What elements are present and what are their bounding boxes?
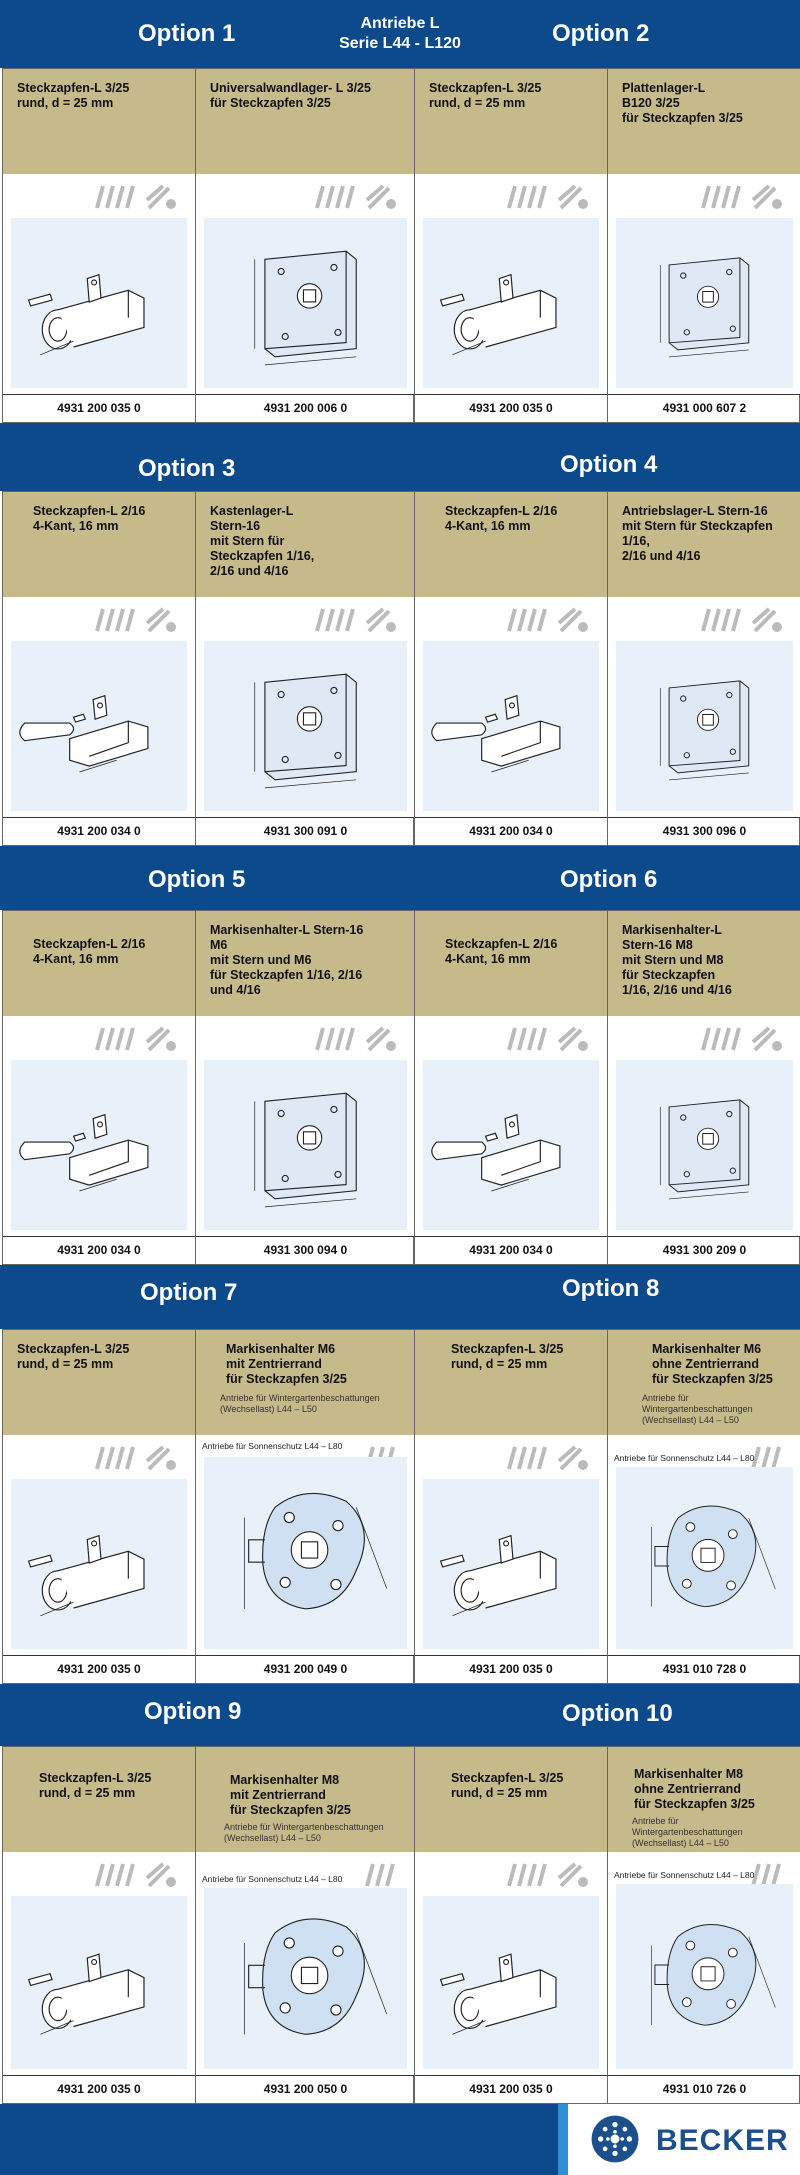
option-band-9-10 <box>0 1684 800 1746</box>
option-2-bearing-cell <box>607 69 800 422</box>
bearing-drawing <box>204 641 407 811</box>
option-7-pin-cell <box>3 1330 195 1683</box>
bearing-drawing <box>204 1060 407 1230</box>
option-9-inner-label: Antriebe für Sonnenschutz L44 – L80 <box>202 1874 343 1884</box>
series-title-line1: Antriebe L <box>360 15 440 32</box>
shaft-icons <box>503 1024 593 1054</box>
brand-name: BECKER <box>656 2124 789 2157</box>
option-4-bearing-cell <box>607 492 800 845</box>
option-band-1-2 <box>0 0 800 68</box>
option-8-bracket-header <box>608 1330 800 1435</box>
option-10-bracket-part: 4931 010 726 0 <box>608 2075 800 2103</box>
option-2-panel <box>414 68 800 423</box>
option-7-bracket-note: Antriebe für Wintergartenbeschattungen (Wechsellast) L44 – L50 <box>220 1393 380 1414</box>
pin-drawing <box>423 1896 599 2069</box>
option-1-panel <box>2 68 414 423</box>
option-10-panel <box>414 1746 800 2104</box>
pin-drawing <box>11 1896 187 2069</box>
option-9-label: Option 9 <box>144 1698 242 1725</box>
option-6-pin-cell <box>415 911 607 1264</box>
option-6-label: Option 6 <box>560 866 658 893</box>
option-10-pin-cell <box>415 1747 607 2103</box>
option-3-label: Option 3 <box>138 455 236 482</box>
shaft-icons <box>361 1860 401 1890</box>
bearing-drawing <box>204 218 407 388</box>
option-3-pin-part: 4931 200 034 0 <box>3 817 195 845</box>
option-9-pin-part: 4931 200 035 0 <box>3 2075 195 2103</box>
option-row-3-4 <box>0 491 800 846</box>
option-6-bearing-cell <box>607 911 800 1264</box>
option-8-pin-cell <box>415 1330 607 1683</box>
option-5-bearing-title: Markisenhalter-L Stern-16 M6 mit Stern und M6 für Steckzapfen 1/16, 2/16 und 4/16 <box>196 911 415 1016</box>
option-9-pin-cell <box>3 1747 195 2103</box>
option-5-bearing-cell <box>195 911 415 1264</box>
option-7-pin-title: Steckzapfen-L 3/25 rund, d = 25 mm <box>3 1330 195 1435</box>
option-band-5-6 <box>0 846 800 910</box>
option-2-label: Option 2 <box>552 20 650 47</box>
option-7-pin-part: 4931 200 035 0 <box>3 1655 195 1683</box>
option-7-panel <box>2 1329 414 1684</box>
option-3-pin-cell <box>3 492 195 845</box>
option-band-3-4 <box>0 423 800 491</box>
option-7-inner-label: Antriebe für Sonnenschutz L44 – L80 <box>202 1441 343 1451</box>
option-4-pin-part: 4931 200 034 0 <box>415 817 607 845</box>
option-band-7-8 <box>0 1265 800 1329</box>
option-6-pin-title: Steckzapfen-L 2/16 4-Kant, 16 mm <box>415 911 607 1016</box>
option-3-bearing-title: Kastenlager-L Stern-16 mit Stern für Steckzapfen 1/16, 2/16 und 4/16 <box>196 492 415 597</box>
option-4-panel <box>414 491 800 846</box>
option-2-pin-part: 4931 200 035 0 <box>415 394 607 422</box>
shaft-icons <box>503 182 593 212</box>
option-1-label: Option 1 <box>138 20 236 47</box>
shaft-icons <box>311 182 401 212</box>
option-6-pin-part: 4931 200 034 0 <box>415 1236 607 1264</box>
shaft-icons <box>311 605 401 635</box>
option-3-bearing-part: 4931 300 091 0 <box>196 817 415 845</box>
option-7-label: Option 7 <box>140 1279 238 1306</box>
bracket-drawing <box>204 1457 407 1649</box>
option-9-bracket-title: Markisenhalter M8 mit Zentrierrand für Steckzapfen 3/25 <box>230 1773 351 1817</box>
option-3-pin-title: Steckzapfen-L 2/16 4-Kant, 16 mm <box>3 492 195 597</box>
option-6-bearing-part: 4931 300 209 0 <box>608 1236 800 1264</box>
option-8-bracket-note: Antriebe für Wintergartenbeschattungen (Wechsellast) L44 – L50 <box>642 1393 753 1425</box>
option-2-pin-cell <box>415 69 607 422</box>
option-9-bracket-cell <box>195 1747 415 2103</box>
option-9-bracket-header <box>196 1747 415 1852</box>
option-5-bearing-part: 4931 300 094 0 <box>196 1236 415 1264</box>
pin-drawing <box>423 218 599 388</box>
option-9-panel <box>2 1746 414 2104</box>
pin-drawing <box>11 641 187 811</box>
shaft-icons <box>503 605 593 635</box>
option-6-panel <box>414 910 800 1265</box>
option-9-bracket-part: 4931 200 050 0 <box>196 2075 415 2103</box>
bearing-drawing <box>616 641 793 811</box>
option-4-bearing-part: 4931 300 096 0 <box>608 817 800 845</box>
shaft-icons <box>91 605 181 635</box>
option-9-bracket-note: Antriebe für Wintergartenbeschattungen (Wechsellast) L44 – L50 <box>224 1822 384 1843</box>
option-10-inner-label: Antriebe für Sonnenschutz L44 – L80 <box>614 1870 755 1880</box>
footer-stripe <box>558 2104 568 2175</box>
bracket-drawing <box>204 1888 407 2069</box>
pin-drawing <box>423 1479 599 1649</box>
option-10-bracket-title: Markisenhalter M8 ohne Zentrierrand für Steckzapfen 3/25 <box>634 1767 755 1811</box>
option-8-inner-label: Antriebe für Sonnenschutz L44 – L80 <box>614 1453 755 1463</box>
option-5-pin-title: Steckzapfen-L 2/16 4-Kant, 16 mm <box>3 911 195 1016</box>
option-row-1-2 <box>0 68 800 423</box>
option-2-pin-title: Steckzapfen-L 3/25 rund, d = 25 mm <box>415 69 607 174</box>
option-6-bearing-title: Markisenhalter-L Stern-16 M8 mit Stern und M8 für Steckzapfen 1/16, 2/16 und 4/16 <box>608 911 800 1016</box>
option-1-pin-title: Steckzapfen-L 3/25 rund, d = 25 mm <box>3 69 195 174</box>
bearing-drawing <box>616 218 793 388</box>
option-1-pin-part: 4931 200 035 0 <box>3 394 195 422</box>
option-2-bearing-title: Plattenlager-L B120 3/25 für Steckzapfen 3/25 <box>608 69 800 174</box>
option-7-bracket-title: Markisenhalter M6 mit Zentrierrand für Steckzapfen 3/25 <box>226 1342 347 1386</box>
option-row-9-10 <box>0 1746 800 2104</box>
option-3-bearing-cell <box>195 492 415 845</box>
brand-logo <box>568 2104 800 2175</box>
option-5-panel <box>2 910 414 1265</box>
series-title <box>300 14 500 54</box>
option-row-5-6 <box>0 910 800 1265</box>
shaft-icons <box>91 1443 181 1473</box>
shaft-icons <box>91 1024 181 1054</box>
option-8-bracket-title: Markisenhalter M6 ohne Zentrierrand für Steckzapfen 3/25 <box>652 1342 773 1386</box>
option-10-label: Option 10 <box>562 1700 673 1727</box>
option-10-bracket-header <box>608 1747 800 1852</box>
shaft-icons <box>503 1860 593 1890</box>
option-3-panel <box>2 491 414 846</box>
option-5-label: Option 5 <box>148 866 246 893</box>
option-1-bearing-cell <box>195 69 415 422</box>
option-8-panel <box>414 1329 800 1684</box>
option-8-bracket-cell <box>607 1330 800 1683</box>
option-9-pin-title: Steckzapfen-L 3/25 rund, d = 25 mm <box>3 1747 195 1852</box>
pin-drawing <box>423 641 599 811</box>
footer-band <box>0 2104 800 2175</box>
option-2-bearing-part: 4931 000 607 2 <box>608 394 800 422</box>
option-8-label: Option 8 <box>562 1275 660 1302</box>
option-7-bracket-part: 4931 200 049 0 <box>196 1655 415 1683</box>
pin-drawing <box>423 1060 599 1230</box>
option-4-label: Option 4 <box>560 451 658 478</box>
shaft-icons <box>91 1860 181 1890</box>
bracket-drawing <box>616 1884 793 2069</box>
shaft-icons <box>503 1443 593 1473</box>
becker-logo-icon <box>588 2112 642 2166</box>
bracket-drawing <box>616 1467 793 1649</box>
option-1-pin-cell <box>3 69 195 422</box>
shaft-icons <box>697 1024 787 1054</box>
option-4-pin-cell <box>415 492 607 845</box>
option-1-bearing-title: Universalwandlager- L 3/25 für Steckzapfen 3/25 <box>196 69 415 174</box>
option-7-bracket-header <box>196 1330 415 1435</box>
option-4-bearing-title: Antriebslager-L Stern-16 mit Stern für Steckzapfen 1/16, 2/16 und 4/16 <box>608 492 800 597</box>
pin-drawing <box>11 218 187 388</box>
shaft-icons <box>91 182 181 212</box>
option-10-pin-title: Steckzapfen-L 3/25 rund, d = 25 mm <box>415 1747 607 1852</box>
shaft-icons <box>697 605 787 635</box>
option-10-bracket-cell <box>607 1747 800 2103</box>
option-1-bearing-part: 4931 200 006 0 <box>196 394 415 422</box>
pin-drawing <box>11 1060 187 1230</box>
option-8-bracket-part: 4931 010 728 0 <box>608 1655 800 1683</box>
option-5-pin-cell <box>3 911 195 1264</box>
option-10-pin-part: 4931 200 035 0 <box>415 2075 607 2103</box>
option-10-bracket-note: Antriebe für Wintergartenbeschattungen (Wechsellast) L44 – L50 <box>632 1816 743 1848</box>
option-8-pin-part: 4931 200 035 0 <box>415 1655 607 1683</box>
bearing-drawing <box>616 1060 793 1230</box>
option-row-7-8 <box>0 1329 800 1684</box>
option-5-pin-part: 4931 200 034 0 <box>3 1236 195 1264</box>
series-title-line2: Serie L44 - L120 <box>339 35 461 52</box>
option-4-pin-title: Steckzapfen-L 2/16 4-Kant, 16 mm <box>415 492 607 597</box>
pin-drawing <box>11 1479 187 1649</box>
option-8-pin-title: Steckzapfen-L 3/25 rund, d = 25 mm <box>415 1330 607 1435</box>
option-7-bracket-cell <box>195 1330 415 1683</box>
shaft-icons <box>311 1024 401 1054</box>
shaft-icons <box>697 182 787 212</box>
